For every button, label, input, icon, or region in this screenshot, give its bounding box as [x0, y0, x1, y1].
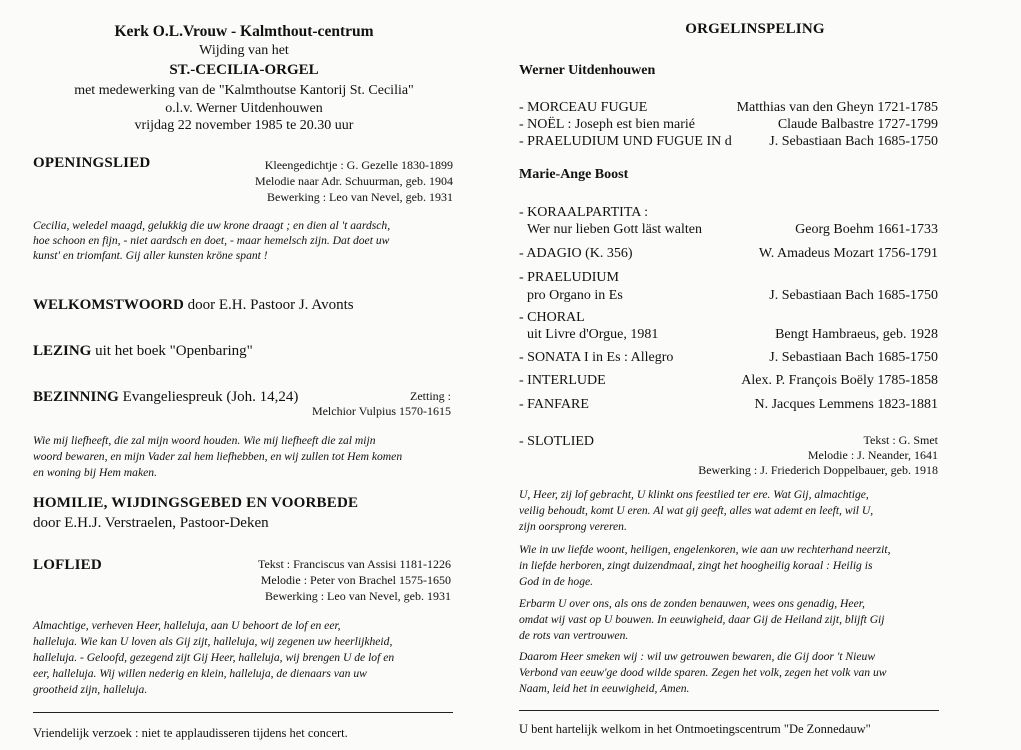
- program-item-piece: - SONATA I in Es : Allegro: [519, 350, 674, 365]
- welkomstwoord-heading: WELKOMSTWOORD: [33, 297, 184, 313]
- loflied-heading: LOFLIED: [33, 557, 102, 573]
- bezinning-text-3: en woning bij Hem maken.: [33, 466, 157, 479]
- program-item-piece: - FANFARE: [519, 397, 589, 412]
- program-item-piece: - PRAELUDIUM: [519, 270, 619, 285]
- loflied-text-5: grootheid zijn, halleluja.: [33, 683, 148, 696]
- program-item-composer: N. Jacques Lemmens 1823-1881: [754, 397, 938, 412]
- program-item-composer: Matthias van den Gheyn 1721-1785: [736, 100, 938, 115]
- performer-2-name: Marie-Ange Boost: [519, 167, 629, 182]
- loflied-credit-text: Tekst : Franciscus van Assisi 1181-1226: [257, 557, 451, 571]
- program-item-piece: - ADAGIO (K. 356): [519, 246, 633, 261]
- openingslied-credit-arrangement: Bewerking : Leo van Nevel, geb. 1931: [267, 190, 453, 204]
- homilie-speaker: door E.H.J. Verstraelen, Pastoor-Deken: [33, 515, 269, 531]
- slotlied-verse-1-line-2: veilig behoudt, komt U eren. Al wat gij geeft, alles wat ademt en leeft, wil U,: [519, 504, 874, 517]
- slotlied-credit-arrangement: Bewerking : J. Friederich Doppelbauer, geb. 1918: [698, 463, 938, 477]
- program-item-piece: - PRAELUDIUM UND FUGUE IN d: [519, 134, 732, 149]
- director-line: o.l.v. Werner Uitdenhouwen: [165, 101, 323, 116]
- loflied-credit-melody: Melodie : Peter von Brachel 1575-1650: [260, 573, 451, 587]
- program-item-subtitle: Wer nur lieben Gott läst walten: [527, 222, 702, 237]
- lezing-heading: LEZING: [33, 343, 92, 359]
- slotlied-verse-4-line-2: Verbond van eeuw'ge dood wilde sparen. Zegen het volk, zegen het volk van uw: [519, 666, 887, 679]
- bezinning-credit-composer: Melchior Vulpius 1570-1615: [311, 404, 451, 418]
- slotlied-verse-4-line-1: Daarom Heer smeken wij : wil uw getrouwen bewaren, die Gij door 't Nieuw: [519, 650, 876, 663]
- left-footer-divider: [33, 712, 453, 713]
- right-footer-divider: [519, 710, 939, 711]
- slotlied-verse-3-line-2: omdat wij vast op U bouwen. In eeuwigheid, daar Gij de Heiland zijt, blijft Gij: [519, 613, 885, 626]
- loflied-text-3: halleluja. - Geloofd, gezegend zijt Gij Heer, halleluja, wij brengen U de lof en: [33, 651, 395, 664]
- program-item-composer: Alex. P. François Boëly 1785-1858: [741, 373, 938, 388]
- slotlied-verse-3-line-3: de rots van vertrouwen.: [519, 629, 629, 642]
- loflied-text-2: halleluja. Wie kan U loven als Gij zijt, halleluja, wij zegenen uw heerlijkheid,: [33, 635, 393, 648]
- program-item-subtitle: pro Organo in Es: [527, 288, 623, 303]
- slotlied-verse-4-line-3: Naam, leid het in eeuwigheid, Amen.: [519, 682, 690, 695]
- lezing-source: uit het boek "Openbaring": [91, 343, 253, 359]
- cooperation-line: met medewerking van de "Kalmthoutse Kantorij St. Cecilia": [74, 83, 414, 98]
- slotlied-verse-2-line-1: Wie in uw liefde woont, heiligen, engelenkoren, wie aan uw rechterhand neerzit,: [519, 543, 891, 556]
- program-item-piece: - KORAALPARTITA :: [519, 205, 648, 220]
- program-item-piece: - NOËL : Joseph est bien marié: [519, 117, 695, 132]
- program-item-piece: - INTERLUDE: [519, 373, 606, 388]
- program-item-composer: Claude Balbastre 1727-1799: [777, 117, 938, 132]
- date-line: vrijdag 22 november 1985 te 20.30 uur: [134, 118, 354, 133]
- slotlied-verse-1-line-1: U, Heer, zij lof gebracht, U klinkt ons feestlied ter ere. Wat Gij, almachtige,: [519, 488, 869, 501]
- lezing-line: [33, 343, 253, 360]
- organ-title: ST.-CECILIA-ORGEL: [169, 62, 319, 78]
- right-footer-note: U bent hartelijk welkom in het Ontmoetingscentrum "De Zonnedauw": [519, 722, 871, 736]
- slotlied-credit-text: Tekst : G. Smet: [863, 433, 938, 447]
- program-item-composer: W. Amadeus Mozart 1756-1791: [758, 246, 938, 261]
- slotlied-verse-3-line-1: Erbarm U over ons, als ons de zonden benauwen, wees ons genadig, Heer,: [519, 597, 865, 610]
- bezinning-credit-label: Zetting :: [410, 389, 451, 403]
- openingslied-heading: OPENINGSLIED: [33, 155, 151, 171]
- openingslied-credit-melody: Melodie naar Adr. Schuurman, geb. 1904: [255, 174, 453, 188]
- bezinning-heading: BEZINNING: [33, 389, 119, 405]
- welkomstwoord-line: [33, 297, 354, 314]
- openingslied-text-3: kunst' en triomfant. Gij aller kunsten kröne spant !: [33, 249, 268, 262]
- program-item-composer: J. Sebastiaan Bach 1685-1750: [769, 288, 938, 303]
- slotlied-verse-2-line-3: God in de hoge.: [519, 575, 594, 588]
- program-item-composer: J. Sebastiaan Bach 1685-1750: [769, 350, 938, 365]
- program-item-composer: Bengt Hambraeus, geb. 1928: [775, 327, 938, 342]
- openingslied-credit-text: Kleengedichtje : G. Gezelle 1830-1899: [264, 158, 453, 172]
- loflied-text-1: Almachtige, verheven Heer, halleluja, aan U behoort de lof en eer,: [33, 619, 341, 632]
- slotlied-verse-2-line-2: in liefde herboren, zingt duizendmaal, zingt het hoogheilig koraal : Heilig is: [519, 559, 873, 572]
- homilie-heading: HOMILIE, WIJDINGSGEBED EN VOORBEDE: [33, 495, 359, 511]
- bezinning-source: Evangeliespreuk (Joh. 14,24): [118, 389, 299, 405]
- church-title: Kerk O.L.Vrouw - Kalmthout-centrum: [114, 23, 374, 40]
- loflied-credit-arrangement: Bewerking : Leo van Nevel, geb. 1931: [265, 589, 451, 603]
- program-item-piece: - MORCEAU FUGUE: [519, 100, 648, 115]
- program-item-composer: Georg Boehm 1661-1733: [795, 222, 938, 237]
- performer-1-name: Werner Uitdenhouwen: [519, 63, 656, 78]
- left-footer-note: Vriendelijk verzoek : niet te applaudisseren tijdens het concert.: [33, 726, 348, 740]
- openingslied-text-2: hoe schoon en fijn, - niet aardsch en doet, - maar hemelsch zijn. Dat doet uw: [33, 234, 390, 247]
- program-item-composer: J. Sebastiaan Bach 1685-1750: [769, 134, 938, 149]
- slotlied-heading: - SLOTLIED: [519, 434, 595, 449]
- dedication-line: Wijding van het: [199, 43, 289, 58]
- program-item-subtitle: uit Livre d'Orgue, 1981: [527, 327, 659, 342]
- bezinning-text-2: woord bewaren, en mijn Vader zal hem liefhebben, en wij zullen tot Hem komen: [33, 450, 403, 463]
- bezinning-text-1: Wie mij liefheeft, die zal mijn woord houden. Wie mij liefheeft die zal mijn: [33, 434, 376, 447]
- orgelinspeling-heading: ORGELINSPELING: [685, 21, 825, 37]
- welkomstwoord-speaker: door E.H. Pastoor J. Avonts: [183, 297, 354, 313]
- slotlied-verse-1-line-3: zijn oorsprong vereren.: [519, 520, 627, 533]
- loflied-text-4: eer, halleluja. Wij willen nederig en klein, halleluja, de dienaars van uw: [33, 667, 367, 680]
- openingslied-text-1: Cecilia, weledel maagd, gelukkig die uw krone draagt ; en dien al 't aardsch,: [33, 219, 391, 232]
- program-item-piece: - CHORAL: [519, 310, 585, 325]
- slotlied-credit-melody: Melodie : J. Neander, 1641: [807, 448, 938, 462]
